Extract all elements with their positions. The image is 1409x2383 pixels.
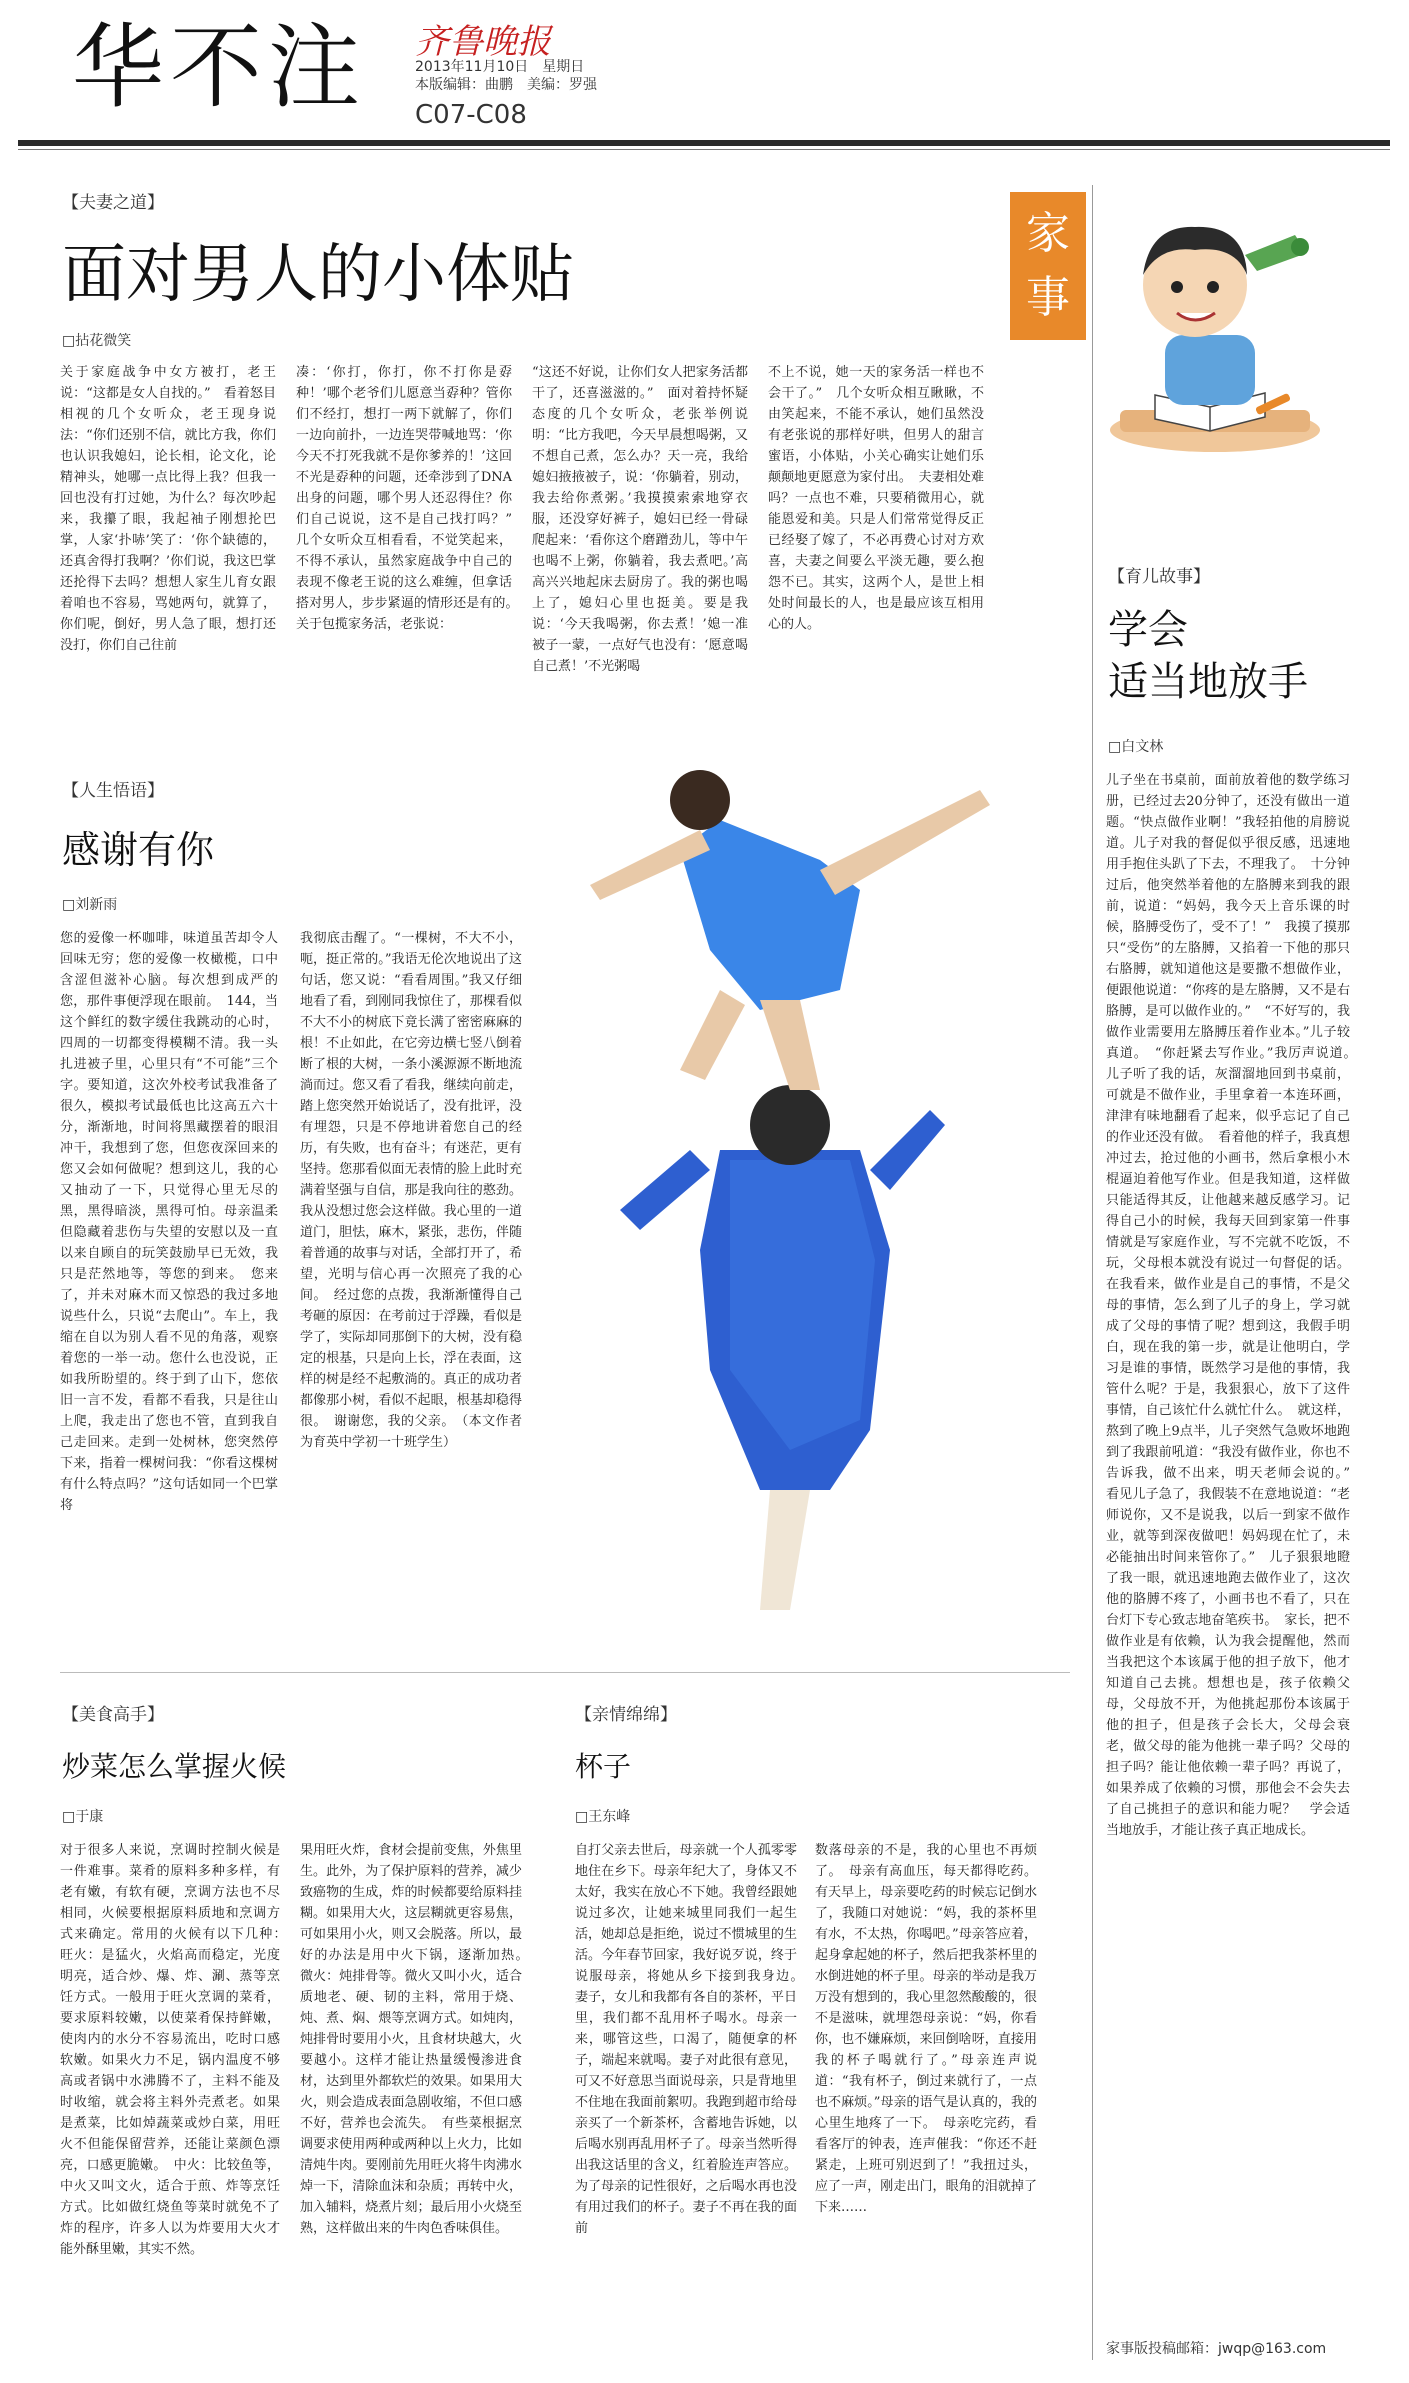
issue-date: 2013年11月10日 星期日 [415, 59, 585, 75]
masthead-rule [18, 140, 1390, 146]
section-tag-parenting: 【育儿故事】 [1108, 567, 1210, 587]
couple-column-2: 凑：‘你打，你打，你不打你是孬种！’哪个老爷们儿愿意当孬种？管你们不经打，想打一两下就解了，你们一边向前扑，一边连哭带喊地骂：‘你今天不打死我就不是你爹养的！’这回不光是孬种的问题，还牵涉到了DNA出身的问题，哪个男人还忍得住？你们自己说说，这不是自己找打吗？” 几个女听众互相看看，不觉笑起来，不得不承认，虽然家庭战争中自己的表现不像老王说的这么难缠，但拿话搭对男人，步步紧逼的情形还是有的。 关于包揽家务活，老张说： [296, 365, 526, 632]
section-tag-couple: 【夫妻之道】 [62, 193, 164, 213]
section-tag-family: 【亲情绵绵】 [575, 1705, 677, 1725]
headline-parenting-line1: 学会 [1108, 607, 1188, 653]
couple-column-4: 不上不说，她一天的家务活一样也不会干了。” 几个女听众相互瞅瞅，不由笑起来，不能不承认，她们虽然没有老张说的那样好哄，但男人的甜言蜜语，小体贴，小关心确实让她们乐颠颠地更愿意为家付出。 夫妻相处难吗？一点也不难，只要稍微用心，就能恩爱和美。只是人们常常觉得反正已经娶了嫁了，不必再费心讨对方欢喜，夫妻之间要么平淡无趣，要么抱怨不已。其实，这两个人，是世上相处时间最长的人，也是最应该互相用心的人。 [768, 365, 984, 632]
vertical-section-badge: 家事 [1010, 192, 1086, 340]
life-column-1: 您的爱像一杯咖啡，味道虽苦却令人回味无穷；您的爱像一枚橄榄，口中含涩但滋补心脑。每次想到成严的您，那件事便浮现在眼前。 144，当这个鲜红的数字缓住我跳动的心时，四周的一切都变得模糊不清。我一头扎进被子里，心里只有“不可能”三个字。要知道，这次外校考试我准备了很久，模拟考试最低也比这高五六十分，渐渐地，时间将黑藏摆着的眼泪冲干，我想到了您，但您夜深回来的您又会如何做呢？想到这儿，我的心又抽动了一下，只觉得心里无尽的黑，黑得暗淡，黑得可怕。母亲温柔但隐藏着悲伤与失望的安慰以及一直以来自顾自的玩笑鼓励早已无效，我只是茫然地等，等您的到来。 您来了，并未对麻木而又惊恐的我过多地说些什么，只说“去爬山”。车上，我缩在自以为别人看不见的角落，观察着您的一举一动。您什么也没说，正如我所盼望的。终于到了山下，您依旧一言不发，看都不看我，只是往山上爬，我走出了您也不管，直到我自己走回来。走到一处树林，您突然停下来，指着一棵树问我：“你看这棵树有什么特点吗？”这句话如同一个巴掌将 [60, 931, 278, 1513]
couple-column-1: 关于家庭战争中女方被打，老王说：“这都是女人自找的。” 看着怒目相视的几个女听众，老王现身说法：“你们还别不信，就比方我，你们也认识我媳妇，论长相，论文化，论精神头，她哪一点比得上我？但我一回也没有打过她，为什么？每次吵起来，我攥了眼，我起袖子刚想抡巴掌，人家‘扑哧’笑了：‘你个缺德的，还真舍得打我啊？’你们说，我这巴掌还抡得下去吗？想想人家生儿育女跟着咱也不容易，骂她两句，就算了，你们呢，倒好，男人急了眼，想打还没打，你们自己往前 [60, 365, 276, 653]
submission-email: 家事版投稿邮箱：jwqp@163.com [1106, 2341, 1327, 2357]
section-tag-life: 【人生悟语】 [62, 781, 164, 801]
headline-parenting-line2: 适当地放手 [1108, 659, 1308, 705]
cooking-column-2: 果用旺火炸，食材会提前变焦，外焦里生。此外，为了保护原料的营养，减少致癌物的生成，炸的时候都要给原料挂糊。如果用大火，这层糊就更容易焦，可如果用小火，则又会脱落。所以，最好的办法是用中火下锅，逐渐加热。 微火：炖排骨等。微火又叫小火，适合质地老、硬、韧的主料，常用于烧、炖、煮、焖、煨等烹调方式。如炖肉，炖排骨时要用小火，且食材块越大，火要越小。这样才能让热量缓慢渗进食材，达到里外都软烂的效果。如果用大火，则会造成表面急剧收缩，不但口感不好，营养也会流失。 有些菜根据烹调要求使用两种或两种以上火力，比如清炖牛肉。要刚前先用旺火将牛肉沸水焯一下，清除血沫和杂质；再转中火，加入辅料，烧煮片刻；最后用小火烧至熟，这样做出来的牛肉色香味俱佳。 [300, 1843, 536, 2236]
byline-family: □王东峰 [575, 1809, 631, 1825]
section-tag-cooking: 【美食高手】 [62, 1705, 164, 1725]
editors-credit: 本版编辑：曲鹏 美编：罗强 [415, 77, 597, 93]
child-reading-illustration [1095, 195, 1325, 465]
column-divider [1092, 185, 1093, 2360]
byline-life: □刘新雨 [62, 897, 118, 913]
masthead-thin-rule [18, 149, 1390, 150]
parenting-column: 儿子坐在书桌前，面前放着他的数学练习册，已经过去20分钟了，还没有做出一道题。“快点做作业啊！”我轻拍他的肩膀说道。儿子对我的督促似乎很反感，迅速地用手抱住头趴了下去，不理我了。 十分钟过后，他突然举着他的左胳膊来到我的跟前，说道：“妈妈，我今天上音乐课的时候，胳膊受伤了，受不了！” 我摸了摸那只“受伤”的左胳膊，又掐着一下他的那只右胳膊，就知道他这是要撒不想做作业，便跟他说道：“你疼的是左胳膊，又不是右胳膊，是可以做作业的。” “不好写的，我做作业需要用左胳膊压着作业本。”儿子较真道。 “你赶紧去写作业。”我厉声说道。 儿子听了我的话，灰溜溜地回到书桌前，可就是不做作业，手里拿着一本连环画，津津有味地翻看了起来，似乎忘记了自己的作业还没有做。 看着他的样子，我真想冲过去，抢过他的小画书，然后拿根小木棍逼迫着他写作业。但是我知道，这样做只能适得其反，让他越来越反感学习。记得自己小的时候，我每天回到家第一件事情就是写家庭作业，写不完就不吃饭，不玩，父母根本就没有说过一句督促的话。在我看来，做作业是自己的事情，不是父母的事情，怎么到了儿子的身上，学习就成了父母的事情了呢？想到这，我假手明白，现在我的第一步，就是让他明白，学习是谁的事情，既然学习是他的事情，我管什么呢？于是，我狠狠心，放下了这件事情，自己该忙什么就忙什么。 就这样，熬到了晚上9点半，儿子突然气急败坏地跑到了我跟前吼道：“我没有做作业，你也不告诉我，做不出来，明天老师会说的。” 看见儿子急了，我假装不在意地说道：“老师说你，又不是说我，以后一到家不做作业，就等到深夜做吧！妈妈现在忙了，未必能抽出时间来管你了。” 儿子狠狠地瞪了我一眼，就迅速地跑去做作业了，这次他的胳膊不疼了，小画书也不看了，只在台灯下专心致志地奋笔疾书。 家长，把不做作业是有依赖，认为我会提醒他，然而当我把这个本该属于他的担子放下，他才知道自己去挑。想想也是，孩子依赖父母，父母放不开，为他挑起那份本该属于他的担子，但是孩子会长大，父母会衰老，做父母的能为他挑一辈子吗？父母的担子吗？能让他依赖一辈子吗？再说了，如果养成了依赖的习惯，那他会不会失去了自己挑担子的意识和能力呢？ 学会适当地放手，才能让孩子真正地成长。 [1106, 773, 1364, 1838]
date-line [415, 58, 597, 94]
headline-cooking: 炒菜怎么掌握火候 [62, 1750, 287, 1783]
family-column-1: 自打父亲去世后，母亲就一个人孤零零地住在乡下。母亲年纪大了，身体又不太好，我实在放心不下她。我曾经跟她说过多次，让她来城里同我们一起生活，她却总是拒绝，说过不惯城里的生活。今年春节回家，我好说歹说，终于说服母亲，将她从乡下接到我身边。 妻子，女儿和我都有各自的茶杯，平日里，我们都不乱用杯子喝水。母亲一来，哪管这些，口渴了，随便拿的杯子，端起来就喝。妻子对此很有意见，可又不好意思当面说母亲，只是背地里不住地在我面前絮叨。我跑到超市给母亲买了一个新茶杯，含蓄地告诉她，以后喝水别再乱用杯子了。母亲当然听得出我这话里的含义，红着脸连声答应。为了母亲的记性很好，之后喝水再也没有用过我们的杯子。妻子不再在我的面前 [575, 1843, 811, 2236]
family-column-2: 数落母亲的不是，我的心里也不再烦了。 母亲有高血压，每天都得吃药。有天早上，母亲要吃药的时候忘记倒水了，我随口对她说：“妈，我的茶杯里有水，不太热，你喝吧。”母亲答应着，起身拿起她的杯子，然后把我茶杯里的水倒进她的杯子里。母亲的举动是我万万没有想到的，我心里忽然酸酸的，很不是滋味，就埋怨母亲说：“妈，你看你，也不嫌麻烦，来回倒啥呀，直接用我的杯子喝就行了。”母亲连声说道：“我有杯子，倒过来就行了，一点也不麻烦。”母亲的语气是认真的，我的心里生地疼了一下。 母亲吃完药，看看客厅的钟表，连声催我：“你还不赶紧走，上班可别迟到了！”我扭过头，应了一声，刚走出门，眼角的泪就掉了下来…… [815, 1843, 1037, 2215]
byline-cooking: □于康 [62, 1809, 104, 1825]
byline-parenting: □白文林 [1108, 739, 1164, 755]
page-title: 华不注 [72, 14, 367, 121]
couple-column-3: “这还不好说，让你们女人把家务活都干了，还喜滋滋的。” 面对着持怀疑态度的几个女听众，老张举例说明：“比方我吧，今天早晨想喝粥，又不想自己煮，怎么办？天一亮，我给媳妇掖掖被子，说：‘你躺着，别动，我去给你煮粥。’我摸摸索索地穿衣服，还没穿好裤子，媳妇已经一骨碌爬起来：‘看你这个磨蹭劲儿，等中午也喝不上粥，你躺着，我去煮吧。’高高兴兴地起床去厨房了。我的粥也喝上了，媳妇心里也挺美。要是我说：‘今天我喝粥，你去煮！’媳一准被子一蒙，一点好气也没有：‘愿意喝自己煮！’不光粥喝 [532, 365, 748, 674]
headline-life: 感谢有你 [62, 828, 215, 872]
headline-family: 杯子 [575, 1750, 632, 1783]
byline-couple: □拈花微笑 [62, 333, 132, 349]
page-numbers: C07-C08 [415, 100, 527, 130]
father-son-illustration [560, 730, 1060, 1630]
newspaper-logo: 齐鲁晚报 [415, 22, 551, 62]
life-column-2: 我彻底击醒了。“一棵树，不大不小，呃，挺正常的。”我语无伦次地说出了这句话，您又说：“看看周围。”我又仔细地看了看，到刚同我惊住了，那棵看似不大不小的树底下竟长满了密密麻麻的根！不止如此，在它旁边横七竖八倒着断了根的大树，一条小溪源源不断地流淌而过。您又看了看我，继续向前走，踏上您突然开始说话了，没有批评，没有埋怨，只是不停地讲着您自己的经历，有失败，也有奋斗；有迷茫，更有坚持。您那看似面无表情的脸上此时充满着坚强与自信，那是我向往的憨劲。我从没想过您会这样做。我心里的一道道门，胆怯，麻木，紧张，悲伤，伴随着普通的故事与对话，全部打开了，希望，光明与信心再一次照亮了我的心间。 经过您的点拨，我渐渐懂得自己考砸的原因：在考前过于浮躁，看似是学了，实际却同那倒下的大树，没有稳定的根基，只是向上长，浮在表面，这样的树是经不起敷淌的。真正的成功者都像那小树，看似不起眼，根基却稳得很。 谢谢您，我的父亲。 （本文作者为育英中学初一十班学生） [300, 931, 522, 1450]
section-divider [60, 1672, 1070, 1673]
headline-couple: 面对男人的小体贴 [62, 238, 574, 312]
cooking-column-1: 对于很多人来说，烹调时控制火候是一件难事。菜肴的原料多种多样，有老有嫩，有软有硬，烹调方法也不尽相同，火候要根据原料质地和烹调方式来确定。常用的火候有以下几种： 旺火：是猛火，火焰高而稳定，光度明亮，适合炒、爆、炸、涮、蒸等烹饪方式。一般用于旺火烹调的菜肴，要求原料较嫩，以使菜肴保持鲜嫩，使肉内的水分不容易流出，吃时口感软嫩。如果火力不足，锅内温度不够高或者锅中水沸腾不了，主料不能及时收缩，就会将主料外壳煮老。如果是煮菜，比如焯蔬菜或炒白菜，用旺火不但能保留营养，还能让菜颜色漂亮，口感更脆嫩。 中火：比较鱼等，中火又叫文火，适合于煎、炸等烹饪方式。比如做红烧鱼等菜时就免不了炸的程序，许多人以为炸要用大火才能外酥里嫩，其实不然。 [60, 1843, 294, 2257]
